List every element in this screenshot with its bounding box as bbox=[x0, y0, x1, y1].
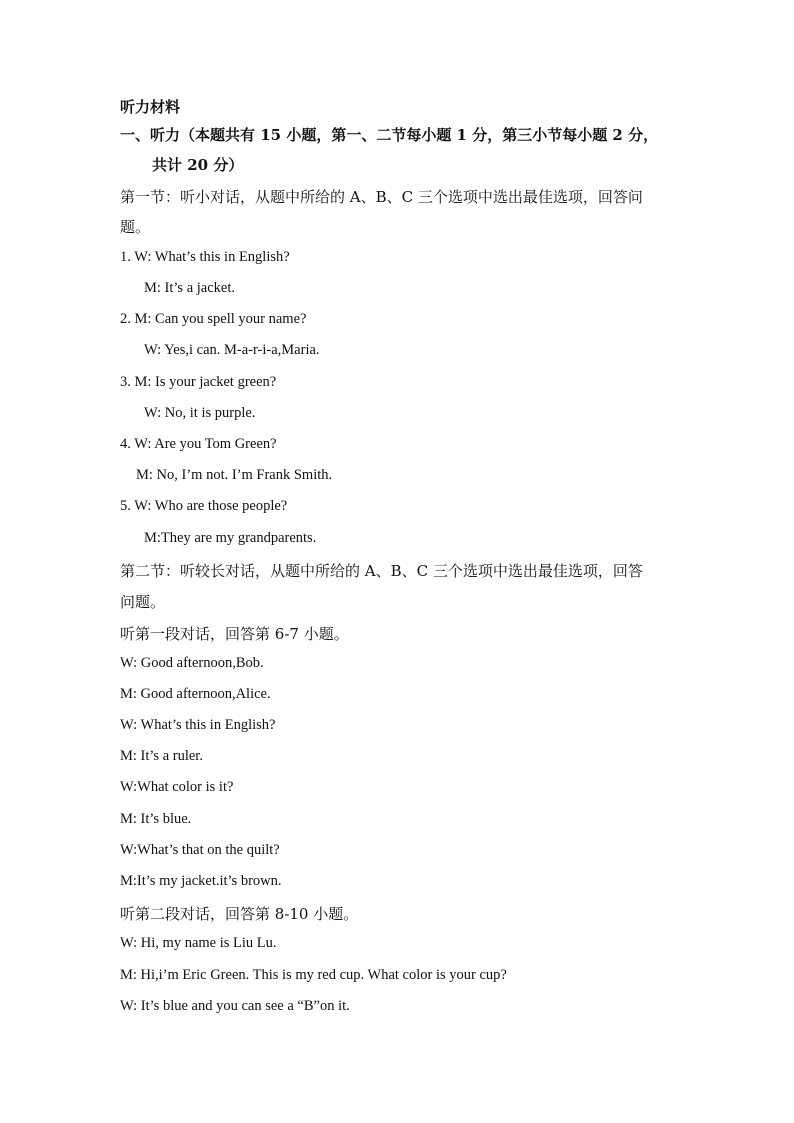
dialogue2-heading: 听第二段对话，回答第 8-10 小题。 bbox=[120, 905, 359, 923]
dialogue-line: 2. M: Can you spell your name? bbox=[120, 311, 307, 327]
dialogue-line: M: It’s a ruler. bbox=[120, 748, 203, 764]
dialogue-line: W:What color is it? bbox=[120, 779, 234, 795]
dialogue-line: 5. W: Who are those people? bbox=[120, 498, 288, 514]
dialogue-line: M: It’s blue. bbox=[120, 811, 192, 827]
part-heading: 一、听力（本题共有 15 小题，第一、二节每小题 1 分，第三小节每小题 2 分， bbox=[120, 126, 659, 144]
dialogue-line: M: Hi,i’m Eric Green. This is my red cup. What color is your cup? bbox=[120, 967, 507, 983]
dialogue-line: W:What’s that on the quilt? bbox=[120, 842, 280, 858]
dialogue-line: W: Yes,i can. M-a-r-i-a,Maria. bbox=[144, 342, 320, 358]
material-title: 听力材料 bbox=[120, 98, 181, 116]
dialogue-line: W: Good afternoon,Bob. bbox=[120, 655, 264, 671]
dialogue-line: M: Good afternoon,Alice. bbox=[120, 686, 271, 702]
section2-instruction-continued: 问题。 bbox=[120, 593, 166, 611]
dialogue-line: W: It’s blue and you can see a “B”on it. bbox=[120, 998, 350, 1014]
dialogue-line: W: Hi, my name is Liu Lu. bbox=[120, 935, 277, 951]
dialogue-line: M: It’s a jacket. bbox=[144, 280, 236, 296]
dialogue-line: 3. M: Is your jacket green? bbox=[120, 374, 277, 390]
dialogue-line: M:It’s my jacket.it’s brown. bbox=[120, 873, 282, 889]
dialogue-line: M: No, I’m not. I’m Frank Smith. bbox=[136, 467, 333, 483]
section1-instruction: 第一节：听小对话，从题中所给的 A、B、C 三个选项中选出最佳选项，回答问 bbox=[120, 188, 643, 206]
dialogue-line: 4. W: Are you Tom Green? bbox=[120, 436, 277, 452]
dialogue-line: W: No, it is purple. bbox=[144, 405, 256, 421]
dialogue1-heading: 听第一段对话，回答第 6-7 小题。 bbox=[120, 625, 349, 643]
dialogue-line: M:They are my grandparents. bbox=[144, 530, 317, 546]
dialogue-line: 1. W: What’s this in English? bbox=[120, 249, 290, 265]
section1-instruction-continued: 题。 bbox=[120, 218, 151, 236]
dialogue-line: W: What’s this in English? bbox=[120, 717, 276, 733]
part-heading-continued: 共计 20 分） bbox=[152, 156, 244, 174]
section2-instruction: 第二节：听较长对话，从题中所给的 A、B、C 三个选项中选出最佳选项，回答 bbox=[120, 562, 643, 580]
